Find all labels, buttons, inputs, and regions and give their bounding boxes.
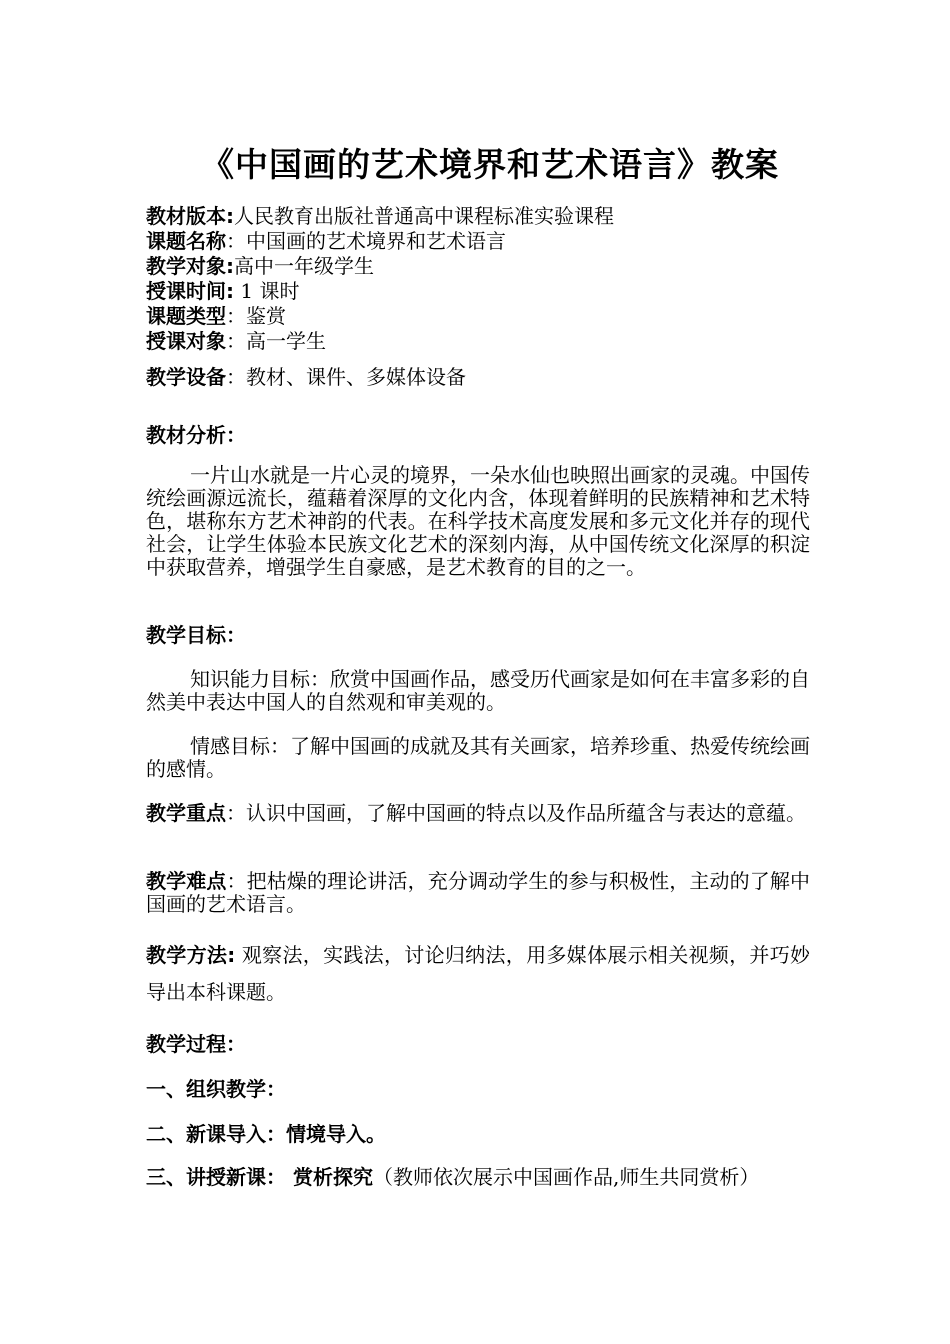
goals-emotion: 情感目标：了解中国画的成就及其有关画家，培养珍重、热爱传统绘画的感情。 — [146, 734, 810, 781]
meta-time-value: 1 课时 — [234, 279, 300, 303]
meta-equipment — [146, 365, 810, 390]
meta-target-value: ：高一学生 — [226, 329, 326, 353]
goals-heading: 教学目标： — [146, 623, 246, 647]
meta-equipment-value: ：教材、课件、多媒体设备 — [226, 365, 466, 389]
goals-knowledge: 知识能力目标：欣赏中国画作品，感受历代画家是如何在丰富多彩的自然美中表达中国人的自然观和审美观的。 — [146, 667, 810, 714]
document-title: 《中国画的艺术境界和艺术语言》教案 — [201, 145, 779, 184]
meta-audience — [146, 254, 810, 279]
meta-time — [146, 279, 810, 304]
meta-audience-value: 高中一年级学生 — [234, 254, 374, 278]
focus-label: 教学重点 — [146, 801, 226, 825]
meta-target — [146, 329, 810, 354]
process-step-3 — [146, 1165, 759, 1189]
meta-textbook-label: 教材版本: — [146, 204, 234, 228]
meta-type-label: 课题类型 — [146, 304, 226, 328]
process-step-1: 一、组织教学： — [146, 1077, 286, 1101]
analysis-paragraph: 一片山水就是一片心灵的境界，一朵水仙也映照出画家的灵魂。中国传统绘画源远流长，蕴藉着深厚的文化内含，体现着鲜明的民族精神和艺术特色，堪称东方艺术神韵的代表。在科学技术高度发展和多元文化并存的现代社会，让学生体验本民族文化艺术的深刻内海，从中国传统文化深厚的积淀中获取营养，增强学生自豪感，是艺术教育的目的之一。 — [146, 463, 810, 579]
meta-audience-label: 教学对象: — [146, 254, 234, 278]
meta-equipment-label: 教学设备 — [146, 365, 226, 389]
analysis-heading: 教材分析： — [146, 423, 246, 447]
meta-topic-value: ：中国画的艺术境界和艺术语言 — [226, 229, 506, 253]
method-label: 教学方法: — [146, 943, 236, 967]
difficulty-label: 教学难点 — [146, 869, 227, 893]
process-step-3-note: （教师依次展示中国画作品,师生共同赏析） — [372, 1165, 760, 1189]
focus-paragraph — [146, 802, 810, 825]
process-step-3-label: 三、讲授新课： 赏析探究 — [146, 1165, 373, 1189]
meta-topic — [146, 229, 810, 254]
meta-textbook — [146, 204, 810, 229]
process-step-2: 二、新课导入：情境导入。 — [146, 1122, 386, 1146]
method-paragraph — [146, 937, 810, 1011]
meta-textbook-value: 人民教育出版社普通高中课程标准实验课程 — [234, 204, 614, 228]
difficulty-text: ：把枯燥的理论讲活，充分调动学生的参与积极性，主动的了解中国画的艺术语言。 — [146, 869, 810, 916]
method-text: 观察法，实践法，讨论归纳法，用多媒体展示相关视频，并巧妙导出本科课题。 — [146, 943, 810, 1004]
focus-text: ：认识中国画，了解中国画的特点以及作品所蕴含与表达的意蕴。 — [226, 801, 806, 825]
meta-type — [146, 304, 810, 329]
meta-time-label: 授课时间: — [146, 279, 234, 303]
difficulty-paragraph — [146, 870, 810, 916]
process-heading: 教学过程： — [146, 1032, 246, 1056]
meta-target-label: 授课对象 — [146, 329, 226, 353]
lesson-meta — [146, 204, 810, 390]
meta-type-value: ：鉴赏 — [226, 304, 286, 328]
meta-topic-label: 课题名称 — [146, 229, 226, 253]
